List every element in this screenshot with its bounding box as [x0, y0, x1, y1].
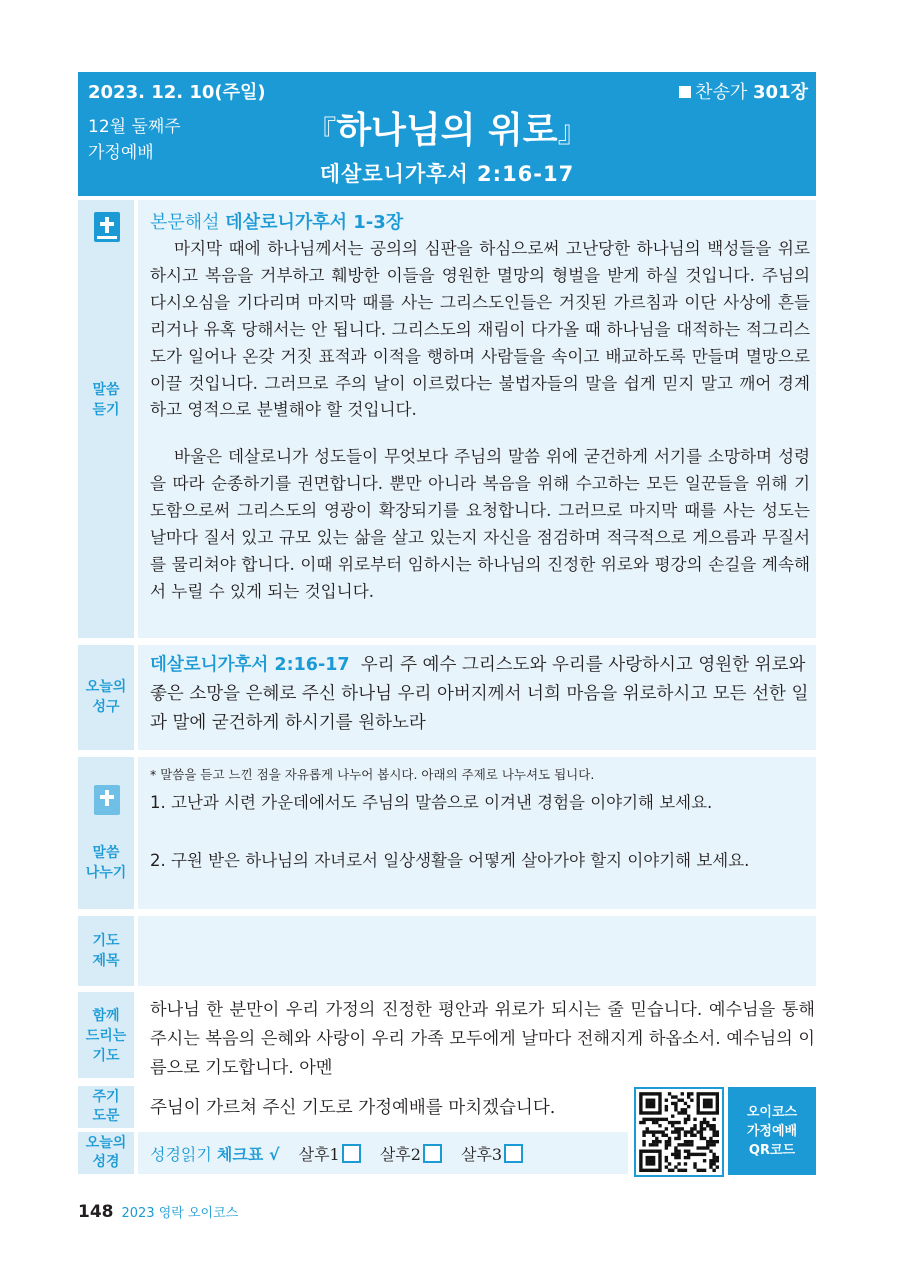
- check-item[interactable]: 살후1: [299, 1145, 361, 1164]
- share-question-1: 1. 고난과 시련 가운데에서도 주님의 말씀으로 이겨낸 경험을 이야기해 보세요.: [150, 793, 713, 812]
- label-joint-prayer: 함께 드리는 기도: [78, 992, 134, 1078]
- checkbox[interactable]: [342, 1144, 361, 1163]
- prayer-topic-area[interactable]: [138, 916, 816, 986]
- check-item[interactable]: 살후3: [461, 1145, 523, 1164]
- section-joint-prayer: [138, 992, 816, 1078]
- section-verse: [138, 645, 816, 750]
- section-reading-check: [138, 1132, 628, 1174]
- hymn-number: 301장: [753, 82, 808, 103]
- header-banner: [78, 72, 816, 196]
- lords-prayer-text: 주님이 가르쳐 주신 기도로 가정예배를 마치겠습니다.: [150, 1098, 556, 1118]
- today-verse: 데살로니가후서 2:16-17 우리 주 예수 그리스도와 우리를 사랑하시고 영원한 위로와 좋은 소망을 은혜로 주신 하나님 우리 아버지께서 너희 마음을 위로하시고 모든 선한 일과 말에 굳건하게 하시기를 원하노라: [150, 655, 809, 733]
- share-instruction: * 말씀을 듣고 느낀 점을 자유롭게 나누어 봅시다. 아래의 주제로 나누셔도 됩니다.: [150, 767, 595, 782]
- page-title: 『하나님의 위로』: [306, 110, 588, 151]
- book-cross-icon: [94, 785, 120, 815]
- commentary-paragraph-2: 바울은 데살로니가 성도들이 무엇보다 주님의 말씀 위에 굳건하게 서기를 소망하며 성령을 따라 순종하기를 권면합니다. 뿐만 아니라 복음을 위해 수고하는 모든 일꾼들을 위해 기도함으로써 그리스도의 영광이 확장되기를 요청합니다. 그러므로 마지막 때를 사는 성도는 날마다 질서 있고 규모 있는 삶을 살고 있는지 자신을 점검하며 적극적으로 게으름과 무질서를 물리쳐야 합니다. 이때 위로부터 임하시는 하나님의 진정한 위로와 평강의 손길을 계속해서 누릴 수 있게 되는 것입니다.: [150, 447, 810, 601]
- square-bullet-icon: [679, 86, 691, 98]
- label-share: 말씀 나누기: [78, 757, 134, 909]
- qr-label: 오이코스 가정예배 QR코드: [728, 1087, 816, 1175]
- checkbox[interactable]: [504, 1144, 523, 1163]
- verse-reference: 데살로니가후서 2:16-17: [150, 655, 350, 675]
- worship-type: 가정예배: [88, 143, 154, 163]
- commentary-paragraph-1: 마지막 때에 하나님께서는 공의의 심판을 하심으로써 고난당한 하나님의 백성들을 위로하시고 복음을 거부하고 훼방한 이들을 영원한 멸망의 형벌을 받게 하실 것입니다. 주님의 다시오심을 기다리며 마지막 때를 사는 그리스도인들은 거짓된 가르침과 이단 사상에 흔들리거나 유혹 당해서는 안 됩니다. 그리스도의 재림이 다가올 때 하나님을 대적하는 적그리스도가 일어나 온갖 거짓 표적과 이적을 행하며 사람들을 속이고 배교하도록 만들며 멸망으로 이끌 것입니다. 그러므로 주의 날이 이르렀다는 불법자들의 말을 쉽게 믿지 말고 깨어 경계하고 영적으로 분별해야 할 것입니다.: [150, 239, 810, 420]
- label-today-bible: 오늘의 성경: [78, 1132, 134, 1174]
- qr-code[interactable]: [634, 1087, 724, 1177]
- hymn-info: 찬송가 301장: [679, 78, 808, 104]
- book-title: 2023 영락 오이코스: [121, 1206, 239, 1221]
- check-item[interactable]: 살후2: [380, 1145, 442, 1164]
- label-prayer-topic: 기도 제목: [78, 916, 134, 986]
- section-share: [138, 757, 816, 909]
- section-lords-prayer: [138, 1086, 628, 1128]
- bible-cross-icon: [94, 212, 120, 242]
- label-lords-prayer: 주기 도문: [78, 1086, 134, 1128]
- page-footer: [78, 1202, 238, 1222]
- scripture-reference: 데살로니가후서 2:16-17: [319, 162, 575, 186]
- label-verse: 오늘의 성구: [78, 645, 134, 750]
- worship-week: 12월 둘째주: [88, 117, 181, 137]
- page-number: 148: [78, 1202, 114, 1222]
- qr-code-graphic: [636, 1089, 722, 1175]
- joint-prayer-text: 하나님 한 분만이 우리 가정의 진정한 평안과 위로가 되시는 줄 믿습니다. 예수님을 통해 주시는 복음의 은혜와 사랑이 우리 가족 모두에게 날마다 전해지게 하옵소서. 예수님의 이름으로 기도합니다. 아멘: [150, 1000, 815, 1078]
- section-listen: [138, 200, 816, 638]
- commentary-heading: 본문해설 데살로니가후서 1-3장: [150, 212, 404, 233]
- checkbox[interactable]: [423, 1144, 442, 1163]
- label-listen: 말씀 듣기: [78, 200, 134, 638]
- reading-checklist: 성경읽기 체크표 √ 살후1 살후2 살후3: [150, 1142, 523, 1165]
- share-question-2: 2. 구원 받은 하나님의 자녀로서 일상생활을 어떻게 살아가야 할지 이야기해 보세요.: [150, 851, 750, 870]
- worship-date: 2023. 12. 10(주일): [88, 82, 266, 103]
